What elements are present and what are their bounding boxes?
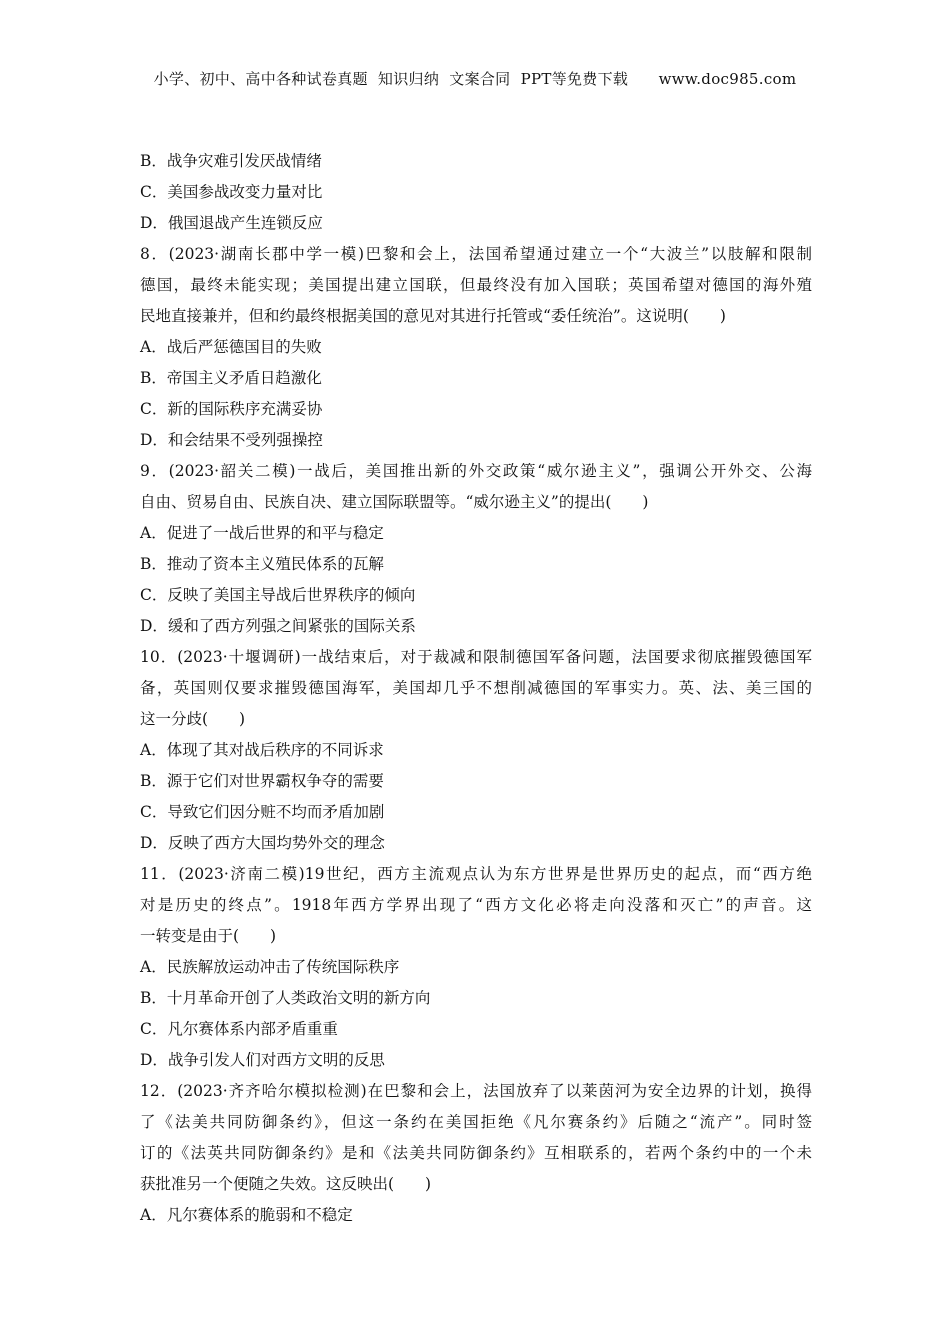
question-line: 8．(2023·湖南长郡中学一模)巴黎和会上，法国希望通过建立一个“大波兰”以肢解和限制 bbox=[140, 245, 812, 263]
answer-option: B．推动了资本主义殖民体系的瓦解 bbox=[140, 555, 384, 573]
answer-option: A．凡尔赛体系的脆弱和不稳定 bbox=[140, 1206, 353, 1224]
answer-option: C．反映了美国主导战后世界秩序的倾向 bbox=[140, 586, 416, 604]
answer-option: D．和会结果不受列强操控 bbox=[140, 431, 323, 449]
question-stem bbox=[140, 642, 812, 735]
question-line: 订的《法英共同防御条约》是和《法美共同防御条约》互相联系的，若两个条约中的一个未 bbox=[140, 1144, 812, 1162]
answer-option: C．美国参战改变力量对比 bbox=[140, 183, 323, 201]
question-line: 获批准另一个便随之失效。这反映出( ) bbox=[140, 1175, 432, 1193]
question-line: 对是历史的终点”。1918年西方学界出现了“西方文化必将走向没落和灭亡”的声音。这 bbox=[140, 896, 812, 914]
question-stem bbox=[140, 456, 812, 518]
question-stem bbox=[140, 239, 812, 332]
question-line: 一转变是由于( ) bbox=[140, 927, 277, 945]
question-line: 了《法美共同防御条约》，但这一条约在美国拒绝《凡尔赛条约》后随之“流产”。同时签 bbox=[140, 1113, 812, 1131]
answer-option: B．帝国主义矛盾日趋激化 bbox=[140, 369, 322, 387]
answer-option: C．新的国际秩序充满妥协 bbox=[140, 400, 323, 418]
question-line: 民地直接兼并，但和约最终根据美国的意见对其进行托管或“委任统治”。这说明( ) bbox=[140, 307, 726, 325]
answer-option: A．体现了其对战后秩序的不同诉求 bbox=[140, 741, 384, 759]
question-line: 德国，最终未能实现；美国提出建立国联，但最终没有加入国联；英国希望对德国的海外殖 bbox=[140, 276, 812, 294]
answer-option: C．凡尔赛体系内部矛盾重重 bbox=[140, 1020, 338, 1038]
question-line: 11．(2023·济南二模)19世纪，西方主流观点认为东方世界是世界历史的起点，而“西方绝 bbox=[140, 865, 812, 883]
page-header: 小学、初中、高中各种试卷真题 知识归纳 文案合同 PPT等免费下载 www.doc985.com bbox=[153, 70, 797, 88]
answer-option: D．俄国退战产生连锁反应 bbox=[140, 214, 323, 232]
answer-option: D．反映了西方大国均势外交的理念 bbox=[140, 834, 385, 852]
question-line: 自由、贸易自由、民族自决、建立国际联盟等。“威尔逊主义”的提出( ) bbox=[140, 493, 649, 511]
answer-option: B．源于它们对世界霸权争夺的需要 bbox=[140, 772, 384, 790]
exam-content bbox=[140, 146, 812, 1231]
answer-option: B．战争灾难引发厌战情绪 bbox=[140, 152, 322, 170]
question-line: 备，英国则仅要求摧毁德国海军，美国却几乎不想削减德国的军事实力。英、法、美三国的 bbox=[140, 679, 812, 697]
question-line: 这一分歧( ) bbox=[140, 710, 246, 728]
answer-option: D．缓和了西方列强之间紧张的国际关系 bbox=[140, 617, 416, 635]
question-line: 12．(2023·齐齐哈尔模拟检测)在巴黎和会上，法国放弃了以莱茵河为安全边界的计划，换得 bbox=[140, 1082, 812, 1100]
answer-option: D．战争引发人们对西方文明的反思 bbox=[140, 1051, 385, 1069]
answer-option: A．民族解放运动冲击了传统国际秩序 bbox=[140, 958, 400, 976]
answer-option: C．导致它们因分赃不均而矛盾加剧 bbox=[140, 803, 385, 821]
question-stem bbox=[140, 859, 812, 952]
answer-option: A．促进了一战后世界的和平与稳定 bbox=[140, 524, 384, 542]
question-stem bbox=[140, 1076, 812, 1200]
question-line: 10．(2023·十堰调研)一战结束后，对于裁减和限制德国军备问题，法国要求彻底摧毁德国军 bbox=[140, 648, 812, 666]
answer-option: B．十月革命开创了人类政治文明的新方向 bbox=[140, 989, 431, 1007]
question-line: 9．(2023·韶关二模)一战后，美国推出新的外交政策“威尔逊主义”，强调公开外交、公海 bbox=[140, 462, 812, 480]
answer-option: A．战后严惩德国目的失败 bbox=[140, 338, 322, 356]
